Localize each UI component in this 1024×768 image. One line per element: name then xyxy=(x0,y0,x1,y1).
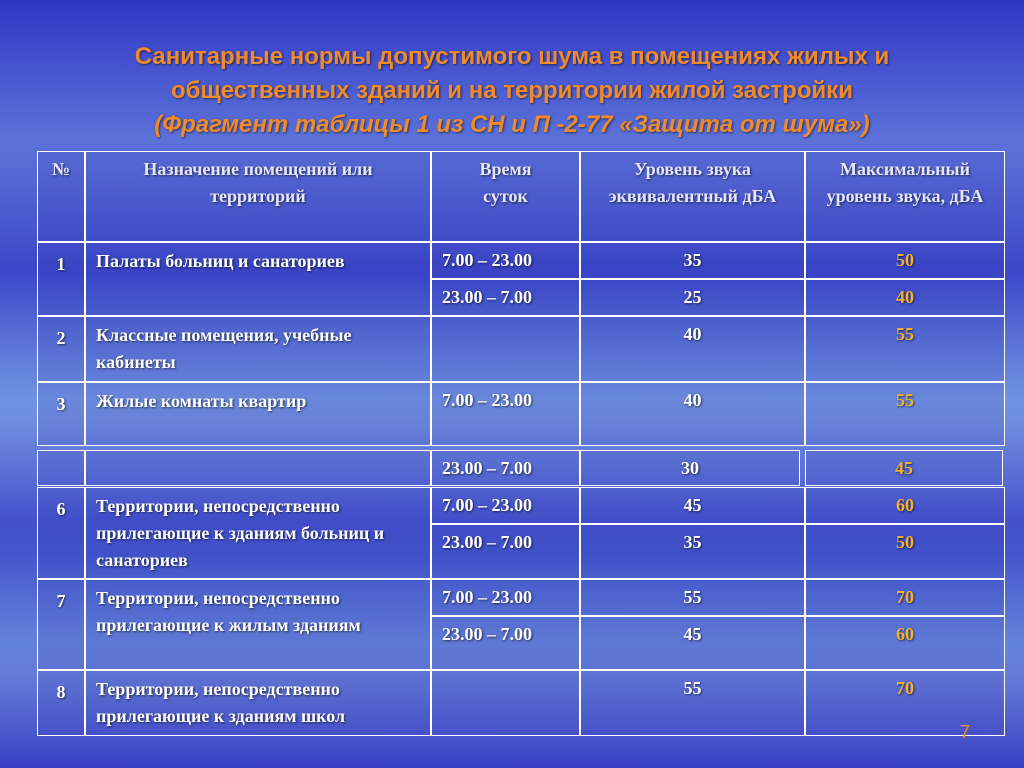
row-7-time-night: 23.00 – 7.00 xyxy=(431,616,580,670)
row-8-num: 8 xyxy=(37,670,85,736)
row-2-name: Классные помещения, учебные кабинеты xyxy=(85,316,431,382)
row-6-time-day: 7.00 – 23.00 xyxy=(431,487,580,524)
row-1-eq-day: 35 xyxy=(580,242,805,279)
header-max: Максимальный уровень звука, дБА xyxy=(805,151,1005,242)
row-6-name: Территории, непосредственно прилегающие к зданиям больниц и санаториев xyxy=(85,487,431,579)
row-7-eq-night: 45 xyxy=(580,616,805,670)
row-2-eq: 40 xyxy=(580,316,805,382)
row-6-num: 6 xyxy=(37,487,85,579)
row-7-name: Территории, непосредственно прилегающие к жилым зданиям xyxy=(85,579,431,670)
header-num: № xyxy=(37,151,85,242)
row-8-eq: 55 xyxy=(580,670,805,736)
row-7-max-day: 70 xyxy=(805,579,1005,616)
row-3-name: Жилые комнаты квартир xyxy=(85,382,431,446)
row-3-max-night: 45 xyxy=(805,450,1003,486)
row-6-eq-day: 45 xyxy=(580,487,805,524)
row-8-name: Территории, непосредственно прилегающие к зданиям школ xyxy=(85,670,431,736)
row-7-eq-day: 55 xyxy=(580,579,805,616)
row-6-time-night: 23.00 – 7.00 xyxy=(431,524,580,579)
row-6-max-night: 50 xyxy=(805,524,1005,579)
row-1-name: Палаты больниц и санаториев xyxy=(85,242,431,316)
row-3-time-night: 23.00 – 7.00 xyxy=(431,450,580,486)
row-1-num: 1 xyxy=(37,242,85,316)
row-3-eq-night: 30 xyxy=(580,450,800,486)
row-6-max-day: 60 xyxy=(805,487,1005,524)
row-1-time-night: 23.00 – 7.00 xyxy=(431,279,580,316)
row-3-max-day: 55 xyxy=(805,382,1005,446)
row-8-time xyxy=(431,670,580,736)
header-time: Время суток xyxy=(431,151,580,242)
row-1-eq-night: 25 xyxy=(580,279,805,316)
row-3-num: 3 xyxy=(37,382,85,446)
header-purpose: Назначение помещений или территорий xyxy=(85,151,431,242)
page-number: 7 xyxy=(960,722,971,742)
row-8-max: 70 xyxy=(805,670,1005,736)
row-1-max-night: 40 xyxy=(805,279,1005,316)
row-7-time-day: 7.00 – 23.00 xyxy=(431,579,580,616)
row-3-time-day: 7.00 – 23.00 xyxy=(431,382,580,446)
row-2-max: 55 xyxy=(805,316,1005,382)
row-2-time xyxy=(431,316,580,382)
title-line-2: общественных зданий и на территории жилой застройки xyxy=(170,77,854,104)
title-line-3: (Фрагмент таблицы 1 из СН и П -2-77 «Защита от шума») xyxy=(154,111,870,138)
row-6-eq-night: 35 xyxy=(580,524,805,579)
row-2-num: 2 xyxy=(37,316,85,382)
header-equivalent: Уровень звука эквивалентный дБА xyxy=(580,151,805,242)
row-7-num: 7 xyxy=(37,579,85,670)
title-line-1: Санитарные нормы допустимого шума в помещениях жилых и xyxy=(134,43,890,70)
row-1-max-day: 50 xyxy=(805,242,1005,279)
slide-title xyxy=(20,40,1004,142)
row-1-time-day: 7.00 – 23.00 xyxy=(431,242,580,279)
row-7-max-night: 60 xyxy=(805,616,1005,670)
row-3-name-cont xyxy=(85,450,431,486)
row-3-num-cont xyxy=(37,450,85,486)
row-3-eq-day: 40 xyxy=(580,382,805,446)
